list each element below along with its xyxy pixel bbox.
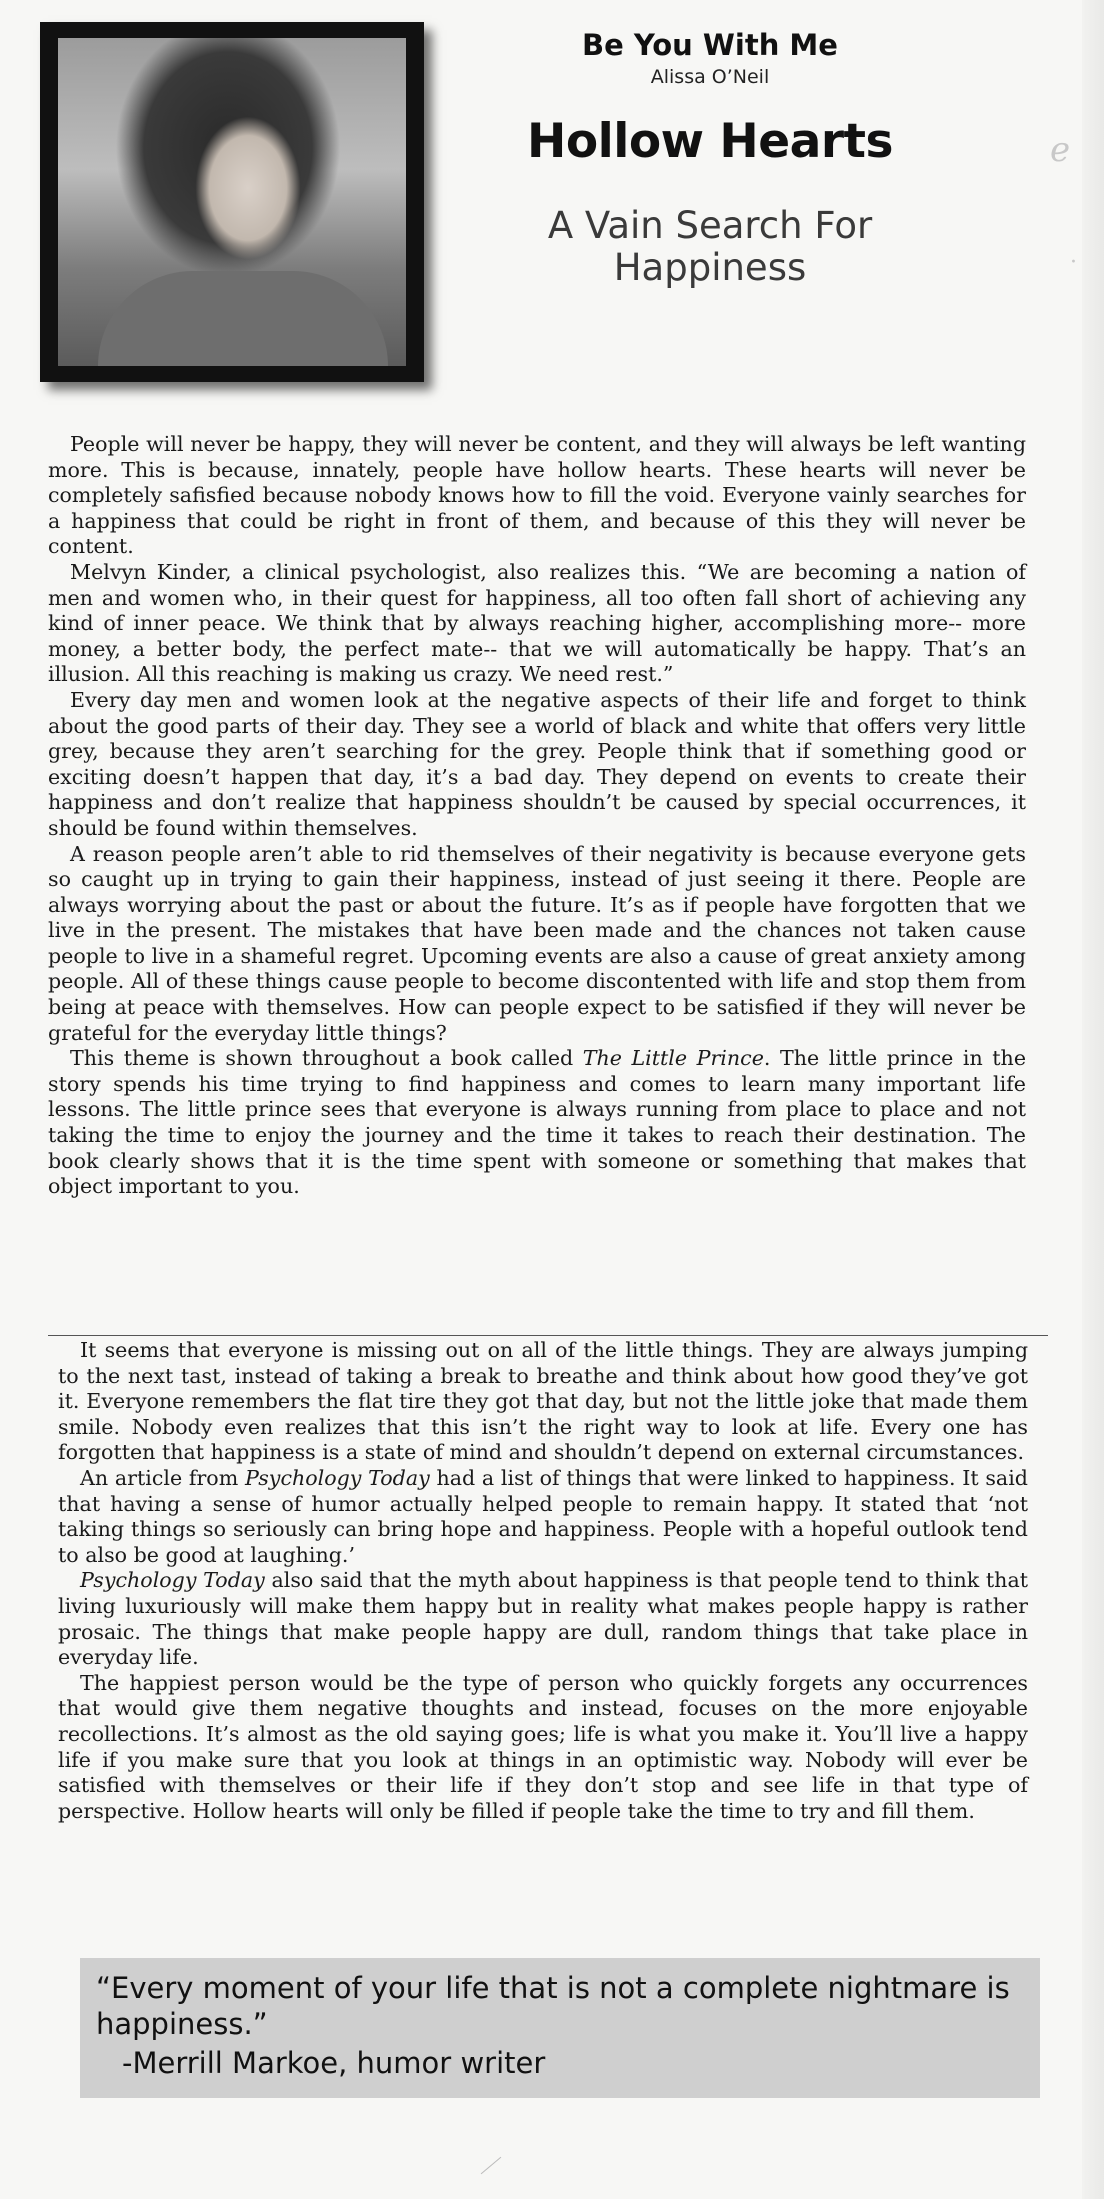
scan-edge [1082,0,1104,2199]
paragraph-7 [58,1466,1028,1568]
paragraph-5-text-a: This theme is shown throughout a book called [70,1046,583,1071]
paragraph-9: The happiest person would be the type of person who quickly forgets any occurrences that would give them negative thoughts and instead, focuses on the more enjoyable recollections. It’s almost as the old saying goes; life is what you make it. You’ll live a happy life if you make sure that you look at things in an optimistic way. Nobody will ever be satisfied with themselves or their life if they don’t stop and see life in that type of perspective. Hollow hearts will only be filled if people take the time to try and fill them. [58,1670,1028,1823]
article-body-top [48,432,1026,1200]
pencil-mark [481,2157,502,2174]
paragraph-5 [48,1046,1026,1200]
paragraph-7-text-b: had a list of things that were linked to happiness. It said that having a sense of humor actually helped people to remain happy. It stated that ‘not taking things so seriously can bring hope and happiness. People with a hopeful outlook tend to also be good at laughing.’ [58,1465,1028,1567]
bleed-through-mark: ℯ [1050,130,1071,170]
pull-quote [80,1958,1040,2098]
paragraph-6: It seems that everyone is missing out on all of the little things. They are always jumping to the next tast, instead of taking a break to breathe and think about how good they’ve got it. Everyone remembers the flat tire they got that day, but not the little joke that made them smile. Nobody even realizes that this isn’t the right way to look at life. Every one has forgotten that happiness is a state of mind and shouldn’t depend on external circumstances. [58,1338,1028,1465]
magazine-title: Psychology Today [244,1465,430,1490]
paragraph-5-text-b: . The little prince in the story spends his time trying to find happiness and comes to learn many important life lessons. The little prince sees that everyone is always running from place to place and not taking the time to enjoy the journey and the time it takes to reach their destination. The book clearly shows that it is the time spent with someone or something that makes that object important to you. [48,1046,1027,1199]
headline: Hollow Hearts [527,114,893,169]
subheadline: A Vain Search For Happiness [547,204,873,289]
bleed-through-mark: · [1070,250,1077,275]
portrait-shoulders [98,271,388,366]
column-title: Be You With Me [582,28,838,62]
paragraph-4: A reason people aren’t able to rid themselves of their negativity is because everyone gets so caught up in trying to gain their happiness, instead of just seeing it there. People are always worrying about the past or about the future. It’s as if people have forgotten that we live in the present. The mistakes that have been made and the chances not taken cause people to live in a shameful regret. Upcoming events are also a cause of great anxiety among people. All of these things cause people to become discontented with life and stop them from being at peace with themselves. How can people expect to be satisfied if they will never be grateful for the everyday little things? [48,841,1026,1045]
book-title: The Little Prince [582,1046,764,1071]
quote-attribution: -Merrill Markoe, humor writer [122,2046,546,2080]
paragraph-7-text-a: An article from [80,1465,245,1490]
author-photo [40,22,424,382]
page-splice-line [48,1335,1048,1336]
author-portrait [58,38,406,366]
paragraph-1: People will never be happy, they will never be content, and they will always be left wanting more. This is because, innately, people have hollow hearts. These hearts will never be completely safisfied because nobody knows how to fill the void. Everyone vainly searches for a happiness that could be right in front of them, and because of this they will never be content. [48,432,1026,559]
byline: Alissa O’Neil [650,66,770,88]
magazine-title: Psychology Today [80,1568,265,1593]
paragraph-2: Melvyn Kinder, a clinical psychologist, also realizes this. “We are becoming a nation of men and women who, in their quest for happiness, all too often fall short of achieving any kind of inner peace. We think that by always reaching higher, accomplishing more-- more money, a better body, the perfect mate-- that we will automatically be happy. That’s an illusion. All this reaching is making us crazy. We need rest.” [48,559,1026,687]
article-header [440,28,980,289]
paragraph-3: Every day men and women look at the negative aspects of their life and forget to think about the good parts of their day. They see a world of black and white that offers very little grey, because they aren’t searching for the grey. People think that if something good or exciting doesn’t happen that day, it’s a bad day. They depend on events to create their happiness and don’t realize that happiness shouldn’t be caused by special occurrences, it should be found within themselves. [48,687,1026,840]
paragraph-8-text: also said that the myth about happiness is that people tend to think that living luxuriously will make them happy but in reality what makes people happy is rather prosaic. The things that make people happy are dull, random things that take place in everyday life. [58,1568,1028,1670]
article-body-bottom [58,1338,1028,1824]
paragraph-8 [58,1568,1028,1670]
quote-text: “Every moment of your life that is not a complete nightmare is happiness.” [96,1971,1010,2041]
